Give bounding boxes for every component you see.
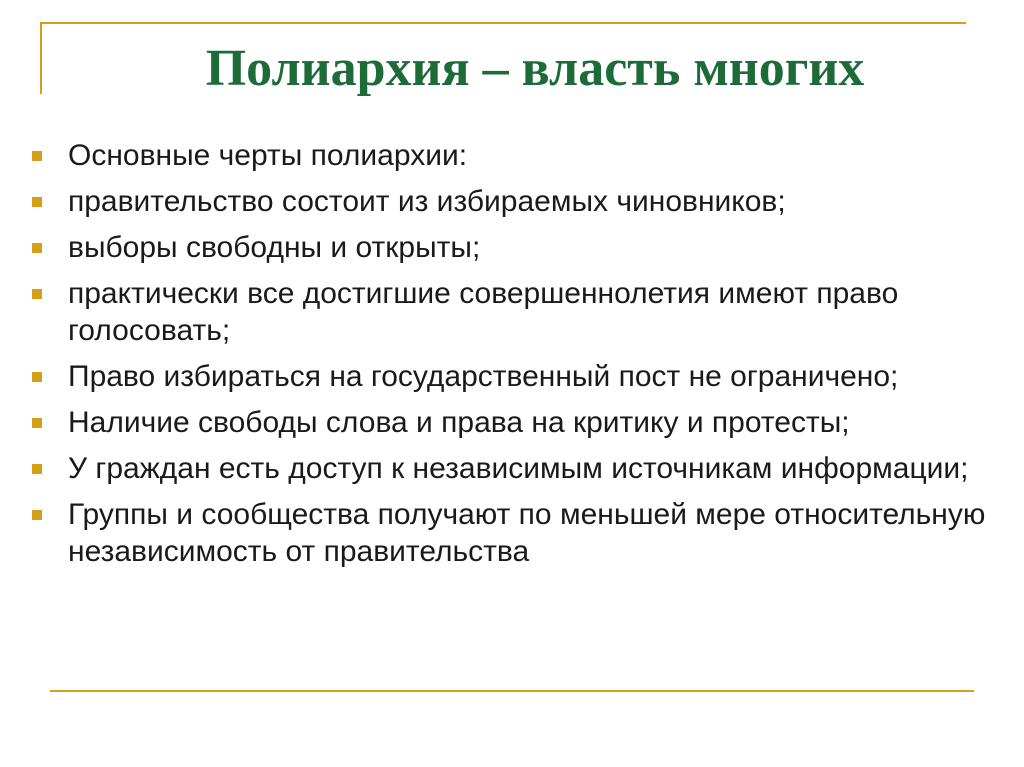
frame-bottom-rule [50,690,974,692]
bullet-text: У граждан есть доступ к независимым источникам информации; [68,452,969,485]
square-bullet-icon [32,151,42,161]
bullet-text: Наличие свободы слова и права на критику и протесты; [68,406,850,439]
bullet-item [30,137,1010,174]
square-bullet-icon [32,372,42,382]
frame-top-rule [40,22,966,24]
bullet-text: Основные черты полиархии: [68,139,468,172]
bullet-item [30,229,1010,266]
bullet-item [30,450,1010,487]
bullet-item [30,183,1010,220]
bullet-text: Группы и сообщества получают по меньшей мере относительную независимость от правительства [68,498,986,568]
bullet-text: Право избираться на государственный пост не ограничено; [68,360,899,393]
bullet-item [30,496,1010,570]
bullet-item [30,404,1010,441]
bullet-item [30,358,1010,395]
frame-left-rule [40,22,42,94]
bullet-item [30,275,1010,349]
square-bullet-icon [32,197,42,207]
square-bullet-icon [32,289,42,299]
bullet-text: выборы свободны и открыты; [68,231,481,264]
square-bullet-icon [32,418,42,428]
square-bullet-icon [32,510,42,520]
square-bullet-icon [32,464,42,474]
bullet-text: практически все достигшие совершеннолетия имеют право голосовать; [68,277,899,347]
bullet-text: правительство состоит из избираемых чиновников; [68,185,786,218]
square-bullet-icon [32,243,42,253]
bullet-list [30,137,1010,579]
slide-title: Полиархия – власть многих [205,40,865,97]
